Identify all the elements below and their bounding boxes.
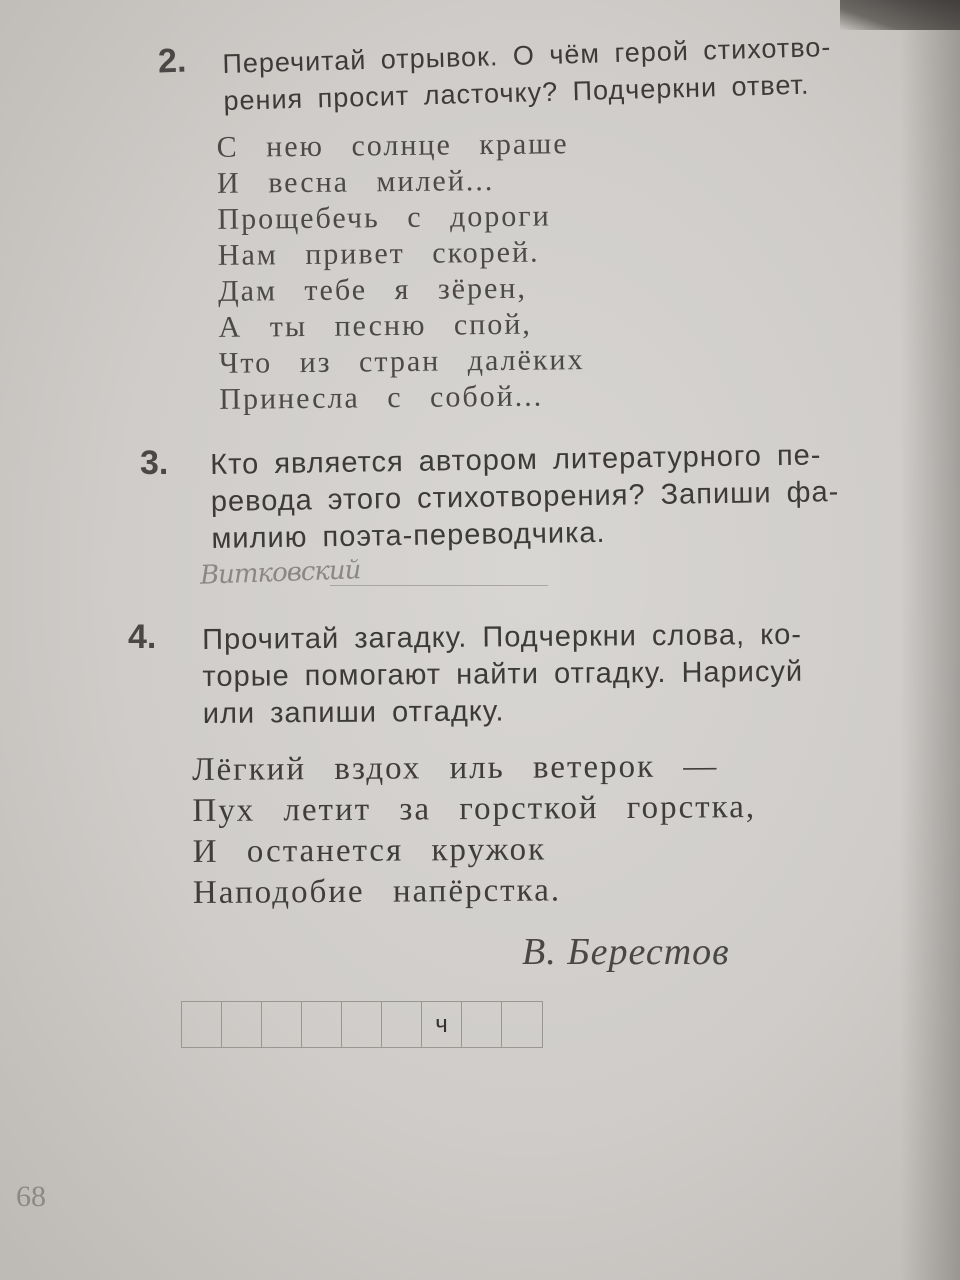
answer-cell[interactable]: ч — [422, 1002, 462, 1047]
answer-cell[interactable] — [222, 1002, 262, 1047]
riddle-line: Пух летит за горсткой горстка, — [192, 789, 757, 829]
task-4-line: торые помогают найти отгадку. Нарисуй — [202, 655, 804, 693]
task-2-poem — [217, 126, 586, 418]
answer-cell[interactable] — [382, 1002, 422, 1047]
answer-cell[interactable] — [302, 1002, 342, 1047]
task-3-number: 3. — [140, 444, 169, 482]
poem-line: А ты песню спой, — [218, 307, 532, 344]
poem-line: Прощебечь с дороги — [217, 199, 551, 236]
riddle-author: В. Берестов — [522, 931, 730, 973]
task-2-line: Перечитай отрывок. О чём герой стихотво- — [222, 31, 832, 79]
task-3-line: ревода этого стихотворения? Запиши фа- — [210, 476, 840, 518]
task-3-line: Кто является автором литературного пе- — [210, 439, 822, 481]
page-edge-shadow — [900, 0, 960, 1280]
answer-cell[interactable] — [502, 1002, 542, 1047]
riddle-line: Лёгкий вздох иль ветерок — — [192, 748, 719, 788]
task-4-line: Прочитай загадку. Подчеркни слова, ко- — [202, 618, 803, 656]
answer-cell[interactable] — [262, 1002, 302, 1047]
task-3-line: милию поэта-переводчика. — [211, 516, 606, 555]
riddle-line: И останется кружок — [192, 831, 547, 870]
poem-line: С нею солнце краше — [216, 127, 569, 164]
task-4-question — [202, 617, 804, 733]
task-2-line: рения просит ласточку? Подчеркни ответ. — [223, 69, 810, 116]
handwritten-answer[interactable]: Витковский — [199, 555, 361, 591]
poem-line: И весна милей... — [216, 164, 495, 200]
task-4-riddle — [192, 748, 757, 916]
answer-cell[interactable] — [462, 1002, 502, 1047]
page-number: 68 — [16, 1180, 46, 1213]
task-4-line: или запиши отгадку. — [202, 695, 505, 730]
poem-line: Принесла с собой... — [219, 379, 544, 416]
poem-line: Нам привет скорей. — [217, 235, 540, 272]
task-2-number: 2. — [157, 41, 187, 81]
poem-line: Что из стран далёких — [218, 343, 585, 380]
answer-line — [330, 585, 548, 586]
poem-line: Дам тебе я зёрен, — [218, 271, 528, 308]
task-3-question — [210, 437, 840, 558]
answer-cell[interactable] — [182, 1002, 222, 1047]
answer-cell[interactable] — [342, 1002, 382, 1047]
task-4-number: 4. — [128, 618, 157, 656]
riddle-line: Наподобие напёрстка. — [192, 872, 562, 911]
task-2-question — [222, 28, 874, 120]
answer-letter-grid — [181, 1001, 543, 1048]
